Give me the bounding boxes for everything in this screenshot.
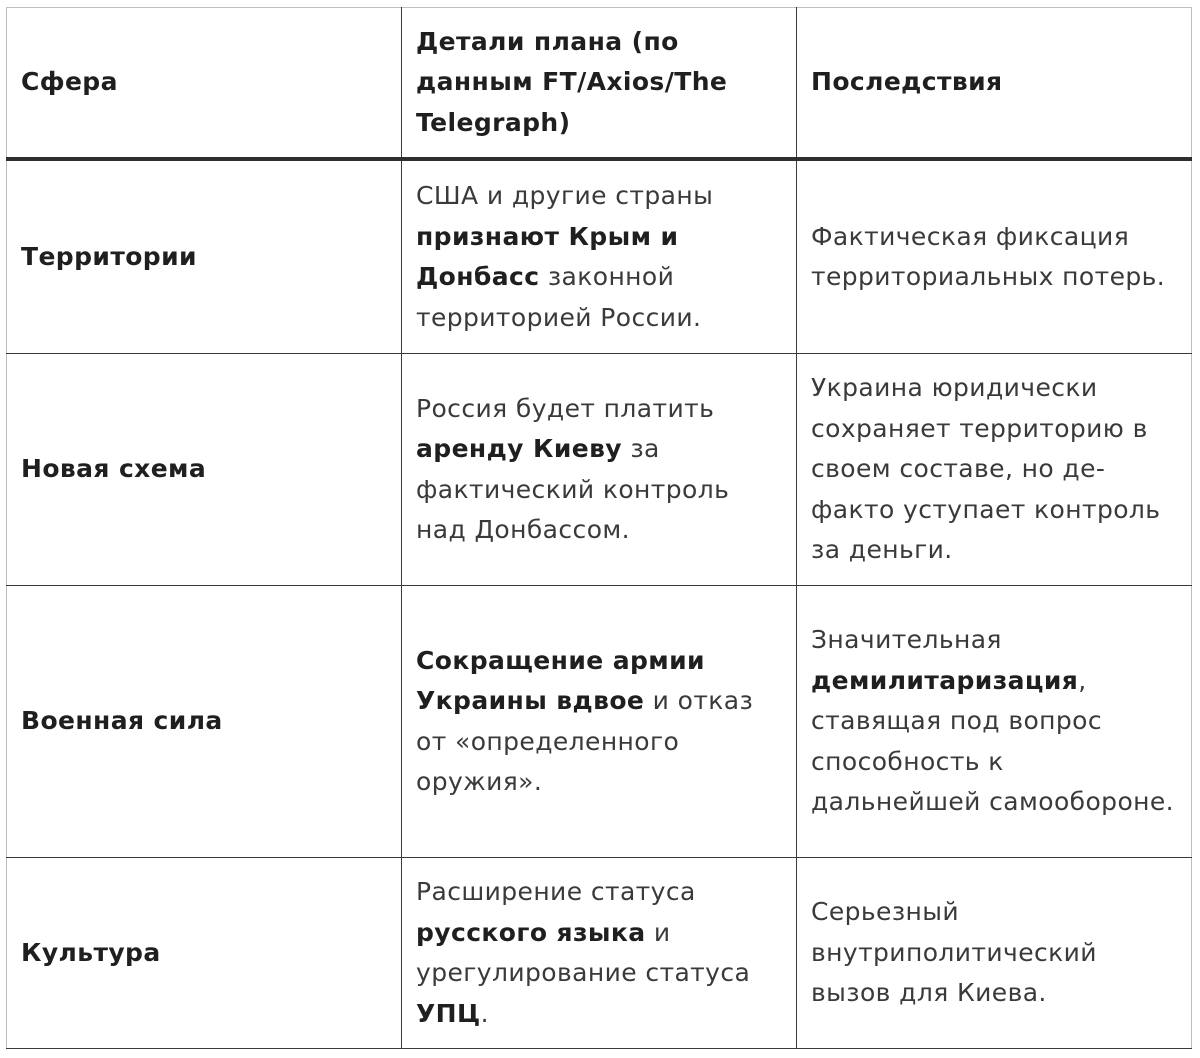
text-segment: Значительная (811, 625, 1002, 655)
consequence-cell (797, 159, 1192, 354)
table-row (7, 858, 1192, 1049)
sphere-cell: Культура (7, 858, 402, 1049)
sphere-cell: Территории (7, 159, 402, 354)
sphere-cell: Новая схема (7, 354, 402, 586)
detail-cell (402, 586, 797, 858)
header-sphere: Сфера (7, 8, 402, 160)
text-segment: . (480, 998, 489, 1028)
table-row (7, 159, 1192, 354)
text-segment: Серьезный внутриполитический вызов для Киева. (811, 897, 1097, 1008)
table-row (7, 586, 1192, 858)
text-segment: и урегулирование статуса (416, 917, 751, 987)
bold-text-segment: признают Крым и Донбасс (416, 221, 679, 291)
bold-text-segment: аренду Киеву (416, 434, 623, 463)
bold-text-segment: УПЦ (416, 998, 481, 1028)
detail-cell (402, 354, 797, 586)
detail-cell (402, 159, 797, 354)
text-segment: законной территорией России. (416, 262, 702, 332)
text-segment: Фактическая фиксация территориальных потерь. (811, 221, 1166, 291)
header-plan-details: Детали плана (по данным FT/Axios/The Telegraph) (402, 8, 797, 160)
detail-cell (402, 858, 797, 1049)
table-row (7, 354, 1192, 586)
text-segment: Украина юридически сохраняет территорию в своем составе, но де-факто уступает контроль за деньги. (811, 373, 1161, 565)
bold-text-segment: Сокращение армии Украины вдвое (416, 645, 705, 715)
text-segment: за фактический контроль над Донбассом. (416, 434, 730, 544)
text-segment: Расширение статуса (416, 877, 696, 906)
text-segment: США и другие страны (416, 181, 714, 210)
text-segment: , ставящая под вопрос способность к дальнейшей самообороне. (811, 665, 1175, 817)
table-header-row (7, 8, 1192, 160)
consequence-cell (797, 586, 1192, 858)
header-consequences: Последствия (797, 8, 1192, 160)
text-segment: и отказ от «определенного оружия». (416, 686, 754, 796)
consequence-cell (797, 354, 1192, 586)
sphere-cell: Военная сила (7, 586, 402, 858)
plan-table (6, 7, 1192, 1049)
bold-text-segment: демилитаризация (811, 665, 1079, 695)
bold-text-segment: русского языка (416, 917, 646, 947)
consequence-cell (797, 858, 1192, 1049)
plan-table-container (6, 7, 1191, 1049)
text-segment: Россия будет платить (416, 393, 715, 423)
